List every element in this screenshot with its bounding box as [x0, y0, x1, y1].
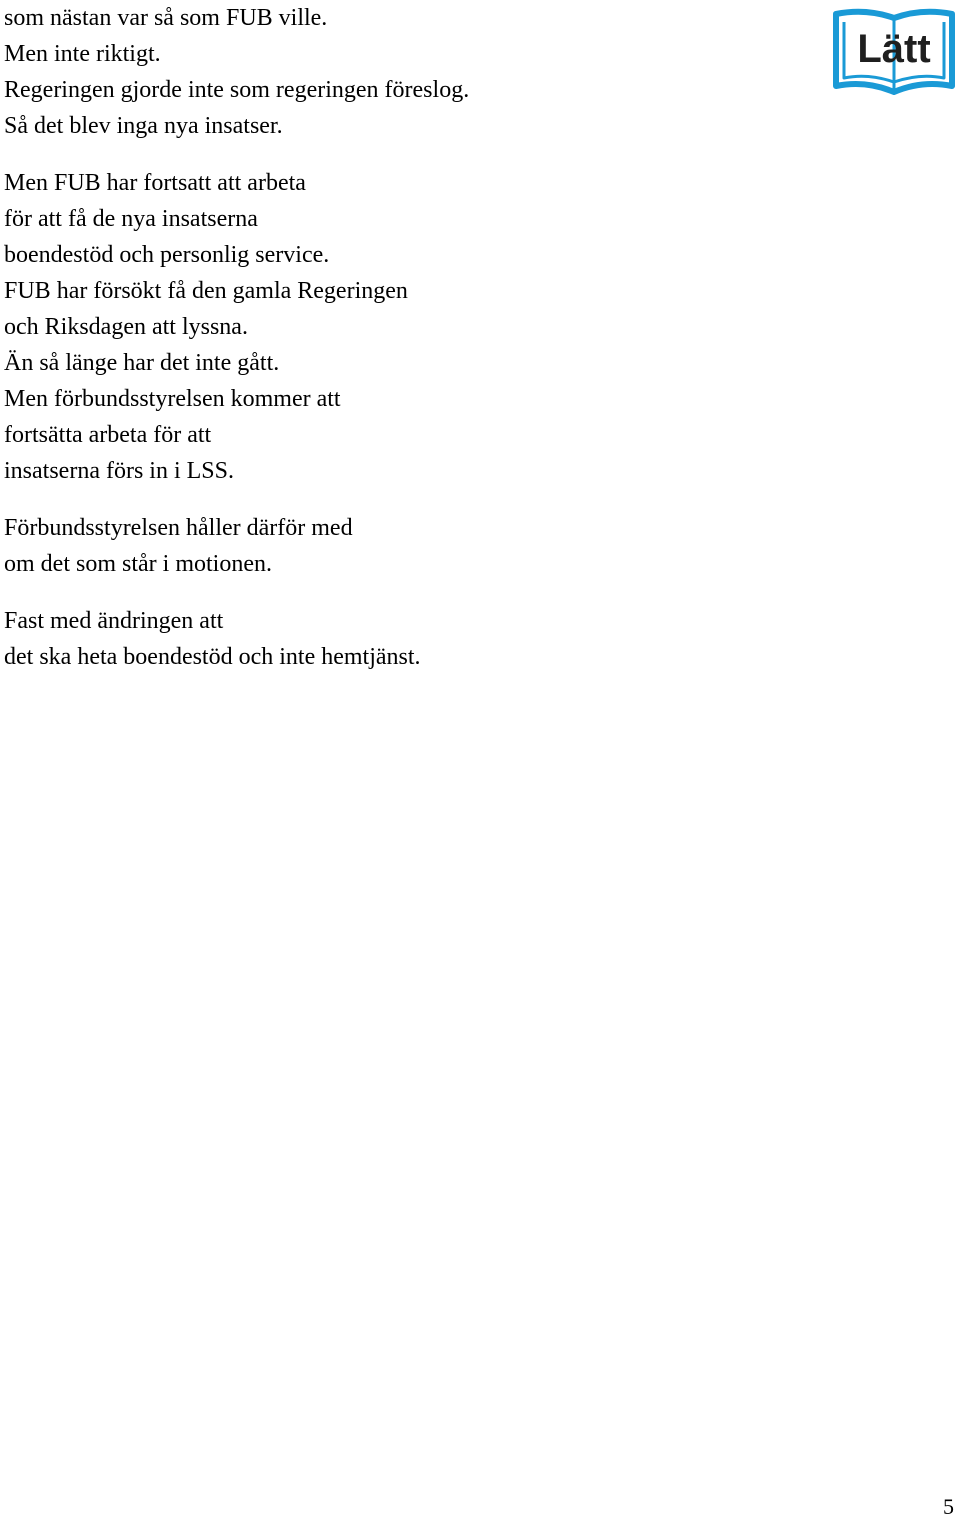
- text-line: det ska heta boendestöd och inte hemtjänst.: [4, 644, 421, 670]
- text-line: boendestöd och personlig service.: [4, 242, 330, 268]
- text-line: och Riksdagen att lyssna.: [4, 314, 248, 340]
- paragraph-4: [4, 603, 804, 675]
- text-line: Men inte riktigt.: [4, 41, 161, 67]
- text-line: Så det blev inga nya insatser.: [4, 113, 283, 139]
- text-line: Fast med ändringen att: [4, 608, 224, 634]
- text-line: fortsätta arbeta för att: [4, 422, 212, 448]
- paragraph-1: [4, 0, 804, 144]
- document-body: [4, 0, 804, 675]
- text-line: som nästan var så som FUB ville.: [4, 5, 328, 31]
- text-line: Regeringen gjorde inte som regeringen föreslog.: [4, 77, 470, 103]
- text-line: Än så länge har det inte gått.: [4, 350, 280, 376]
- paragraph-spacer: [4, 582, 804, 603]
- text-line: Förbundsstyrelsen håller därför med: [4, 515, 353, 541]
- text-line: insatserna förs in i LSS.: [4, 458, 234, 484]
- text-line: Men FUB har fortsatt att arbeta: [4, 170, 306, 196]
- text-line: om det som står i motionen.: [4, 551, 272, 577]
- text-line: FUB har försökt få den gamla Regeringen: [4, 278, 408, 304]
- open-book-icon: [832, 2, 956, 96]
- text-line: för att få de nya insatserna: [4, 206, 258, 232]
- latt-logo: [832, 2, 956, 96]
- logo-text: Lätt: [857, 27, 931, 71]
- paragraph-spacer: [4, 489, 804, 510]
- paragraph-2: [4, 165, 804, 489]
- paragraph-spacer: [4, 144, 804, 165]
- text-line: Men förbundsstyrelsen kommer att: [4, 386, 341, 412]
- page-number: 5: [943, 1494, 954, 1519]
- paragraph-3: [4, 510, 804, 582]
